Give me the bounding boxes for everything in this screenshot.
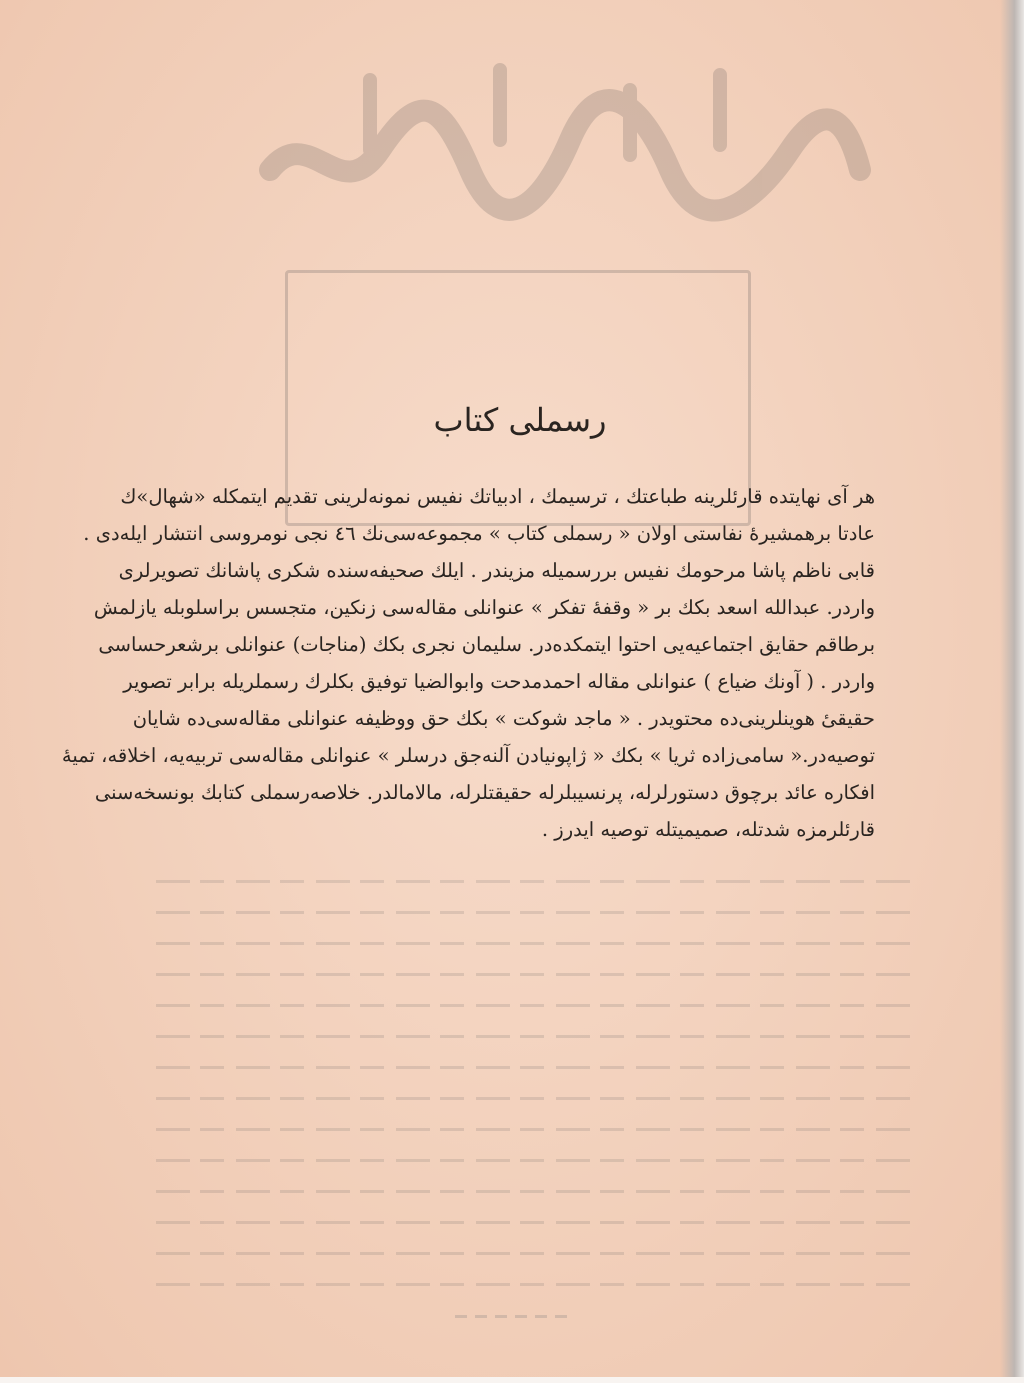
body-line: عادتا برهمشیرهٔ نفاستی اولان « رسملی کتاب » مجموعه‌سی‌نك ٤٦ نجی نومروسی انتشار ایله‌دی .: [83, 522, 875, 545]
body-line: واردر. عبدالله اسعد بکك بر « وقفهٔ تفکر » عنوانلی مقاله‌سی زنکین، متجسس براسلوبله یازلمش: [93, 596, 875, 619]
bleed-through-masthead: [250, 60, 870, 230]
body-line: واردر . ( آونك ضیاع ) عنوانلی مقاله احمدمدحت وابوالضیا توفیق بکلرك رسملریله برابر تصویر: [123, 670, 875, 693]
bleed-through-text: [150, 880, 910, 1320]
body-line: افکاره عائد برچوق دستورلرله، پرنسیبلرله حقیقتلرله، مالامالدر. خلاصه‌رسملی کتابك بونسخه‌سنی: [94, 781, 875, 804]
article-body: [61, 478, 875, 848]
body-line: قارئلرمزه شدتله، صمیمیتله توصیه ایدرز .: [541, 818, 875, 841]
body-line: حقیقیٔ هوینلرینی‌ده محتویدر . « ماجد شوکت » بکك حق ووظیفه عنوانلی مقاله‌سی‌ده شایان: [132, 707, 875, 730]
body-line: برطاقم حقایق اجتماعیه‌یی احتوا ایتمکده‌در. سلیمان نجری بکك (مناجات) عنوانلی برشعرحساسی: [98, 633, 875, 656]
body-line: قابی ناظم پاشا مرحومك نفیس بررسمیله مزیندر . ایلك صحیفه‌سنده شکری پاشانك تصویرلری: [118, 559, 875, 582]
body-line: توصیه‌در.« سامی‌زاده ثریا » بکك « ژاپونیادن آلنه‌جق درسلر » عنوانلی مقاله‌سی تربیه‌یه، اخلاقه، تمیهٔ: [61, 744, 875, 767]
page-edge-shadow: [1000, 0, 1024, 1383]
bleed-through-page-number: [455, 1315, 575, 1318]
body-line: هر آی نهایتده قارئلرینه طباعتك ، ترسیمك ، ادبیاتك نفیس نمونه‌لرینی تقدیم ایتمکله «شهال»ك: [120, 485, 875, 508]
page-bottom-edge: [0, 1377, 1024, 1383]
article-title: رسملی کتاب: [433, 401, 607, 439]
